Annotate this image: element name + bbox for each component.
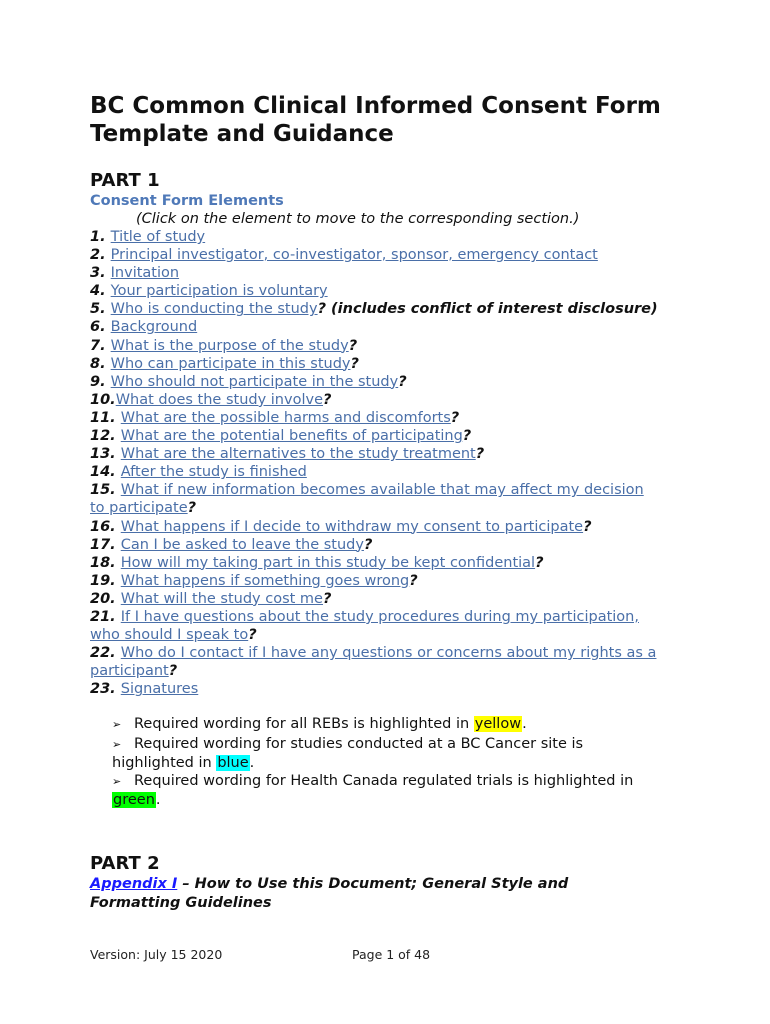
legend-item — [112, 715, 662, 734]
list-item — [90, 409, 662, 427]
item-number: 18. — [90, 554, 121, 571]
elements-list — [90, 228, 662, 698]
page-number: Page 1 of 48 — [352, 947, 431, 962]
item-suffix: ? — [323, 391, 332, 408]
highlight-sample: green — [113, 791, 155, 808]
item-link[interactable]: Who do I contact if I have any questions or concerns about my rights as a participant — [90, 645, 657, 680]
item-number: 22. — [90, 645, 121, 662]
document-title: BC Common Clinical Informed Consent Form Template and Guidance — [90, 93, 661, 147]
item-number: 3. — [90, 265, 111, 282]
legend-item — [112, 735, 662, 772]
item-suffix: ? — [322, 590, 332, 607]
item-link[interactable]: Invitation — [110, 265, 180, 282]
item-suffix: ? — [350, 355, 359, 372]
item-number: 19. — [90, 572, 121, 589]
item-suffix: ? — [450, 409, 460, 426]
item-suffix: ? — [187, 500, 197, 517]
legend-text: Required wording for Health Canada regulated trials is highlighted in — [134, 772, 634, 789]
item-suffix: ? — [462, 428, 472, 445]
appendix-entry — [90, 875, 662, 913]
highlight-sample: yellow — [474, 716, 522, 733]
list-item — [90, 391, 662, 409]
item-number: 23. — [90, 681, 121, 698]
legend-end: . — [522, 716, 527, 733]
instruction-hint: (Click on the element to move to the corresponding section.) — [136, 211, 580, 227]
list-item — [90, 282, 662, 300]
item-number: 1. — [90, 229, 111, 245]
list-item — [90, 608, 662, 644]
item-link[interactable]: Title of study — [110, 229, 206, 245]
list-item — [90, 518, 662, 536]
list-item — [90, 355, 662, 373]
list-item — [90, 463, 662, 481]
item-number: 14. — [90, 464, 121, 481]
item-number: 5. — [90, 301, 111, 318]
item-number: 4. — [90, 283, 111, 300]
list-item — [90, 427, 662, 445]
item-link[interactable]: How will my taking part in this study be kept confidential — [120, 554, 536, 571]
item-number: 13. — [90, 446, 121, 463]
legend-end: . — [249, 754, 255, 771]
version-label: Version: July 15 2020 — [90, 947, 223, 962]
legend-end: . — [155, 791, 161, 808]
item-suffix: ? — [398, 373, 407, 390]
list-item — [90, 536, 662, 554]
list-item — [90, 554, 662, 572]
list-item — [90, 445, 662, 463]
item-suffix: ? (includes conflict of interest disclosure) — [317, 301, 658, 318]
item-suffix: ? — [248, 627, 257, 644]
list-item — [90, 318, 662, 336]
list-item — [90, 481, 662, 517]
list-item — [90, 373, 662, 391]
list-item — [90, 337, 662, 355]
item-number: 9. — [90, 373, 111, 390]
item-number: 6. — [90, 319, 111, 336]
item-link[interactable]: What are the possible harms and discomforts — [120, 409, 451, 426]
item-link[interactable]: After the study is finished — [120, 464, 307, 481]
item-link[interactable]: If I have questions about the study procedures during my participation, who should I speak to — [90, 608, 639, 644]
item-number: 15. — [90, 482, 121, 499]
item-link[interactable]: Your participation is voluntary — [110, 283, 328, 300]
item-link[interactable]: What happens if I decide to withdraw my consent to participate — [120, 518, 584, 535]
item-link[interactable]: What are the potential benefits of participating — [120, 428, 463, 445]
item-link[interactable]: What happens if something goes wrong — [120, 572, 410, 589]
list-item — [90, 590, 662, 608]
arrow-bullet-icon: ➢ — [112, 774, 122, 788]
list-item — [90, 264, 662, 282]
item-suffix: ? — [583, 518, 592, 535]
arrow-bullet-icon: ➢ — [112, 737, 122, 751]
part2-heading: PART 2 — [90, 852, 160, 874]
item-suffix: ? — [168, 663, 178, 680]
highlight-legend — [90, 715, 662, 808]
list-item — [90, 572, 662, 590]
list-item — [90, 228, 662, 246]
item-link[interactable]: Can I be asked to leave the study — [120, 536, 364, 553]
item-link[interactable]: Who should not participate in the study — [110, 373, 399, 390]
appendix-link[interactable]: Appendix I — [90, 875, 178, 892]
appendix-description: – How to Use this Document; General Style and Formatting Guidelines — [90, 875, 569, 911]
consent-form-elements-heading: Consent Form Elements — [90, 193, 284, 209]
item-link[interactable]: Principal investigator, co-investigator, sponsor, emergency contact — [110, 247, 598, 264]
item-number: 21. — [90, 608, 121, 625]
list-item — [90, 644, 662, 680]
page-footer — [90, 947, 590, 962]
item-number: 17. — [90, 536, 121, 553]
item-link[interactable]: Who can participate in this study — [110, 355, 351, 372]
list-item — [90, 246, 662, 264]
item-suffix: ? — [475, 446, 485, 463]
item-number: 12. — [90, 428, 121, 445]
item-suffix: ? — [409, 572, 418, 589]
item-link[interactable]: What does the study involve — [115, 391, 323, 408]
item-link[interactable]: What will the study cost me — [120, 590, 323, 607]
highlight-sample: blue — [217, 754, 249, 771]
item-number: 16. — [90, 518, 121, 535]
item-number: 8. — [90, 355, 111, 372]
item-link[interactable]: What is the purpose of the study — [110, 337, 349, 354]
item-number: 7. — [90, 337, 111, 354]
item-link[interactable]: Signatures — [120, 681, 199, 698]
arrow-bullet-icon: ➢ — [112, 718, 122, 732]
list-item — [90, 680, 662, 698]
item-number: 10. — [90, 391, 116, 408]
item-number: 20. — [90, 590, 121, 607]
item-suffix: ? — [348, 337, 358, 354]
part1-heading: PART 1 — [90, 170, 160, 191]
item-number: 11. — [90, 409, 121, 426]
item-link[interactable]: Background — [110, 319, 198, 336]
item-link[interactable]: What are the alternatives to the study treatment — [120, 446, 476, 463]
legend-text: Required wording for all REBs is highlighted in — [134, 716, 474, 733]
item-link[interactable]: What if new information becomes available that may affect my decision to participate — [90, 482, 644, 517]
item-number: 2. — [90, 247, 111, 264]
legend-text: Required wording for studies conducted at a BC Cancer site is highlighted in — [112, 735, 584, 771]
document-page — [90, 92, 662, 913]
item-suffix: ? — [363, 536, 373, 553]
legend-item — [112, 772, 662, 809]
list-item — [90, 300, 662, 318]
item-suffix: ? — [535, 554, 544, 571]
item-link[interactable]: Who is conducting the study — [110, 301, 318, 318]
